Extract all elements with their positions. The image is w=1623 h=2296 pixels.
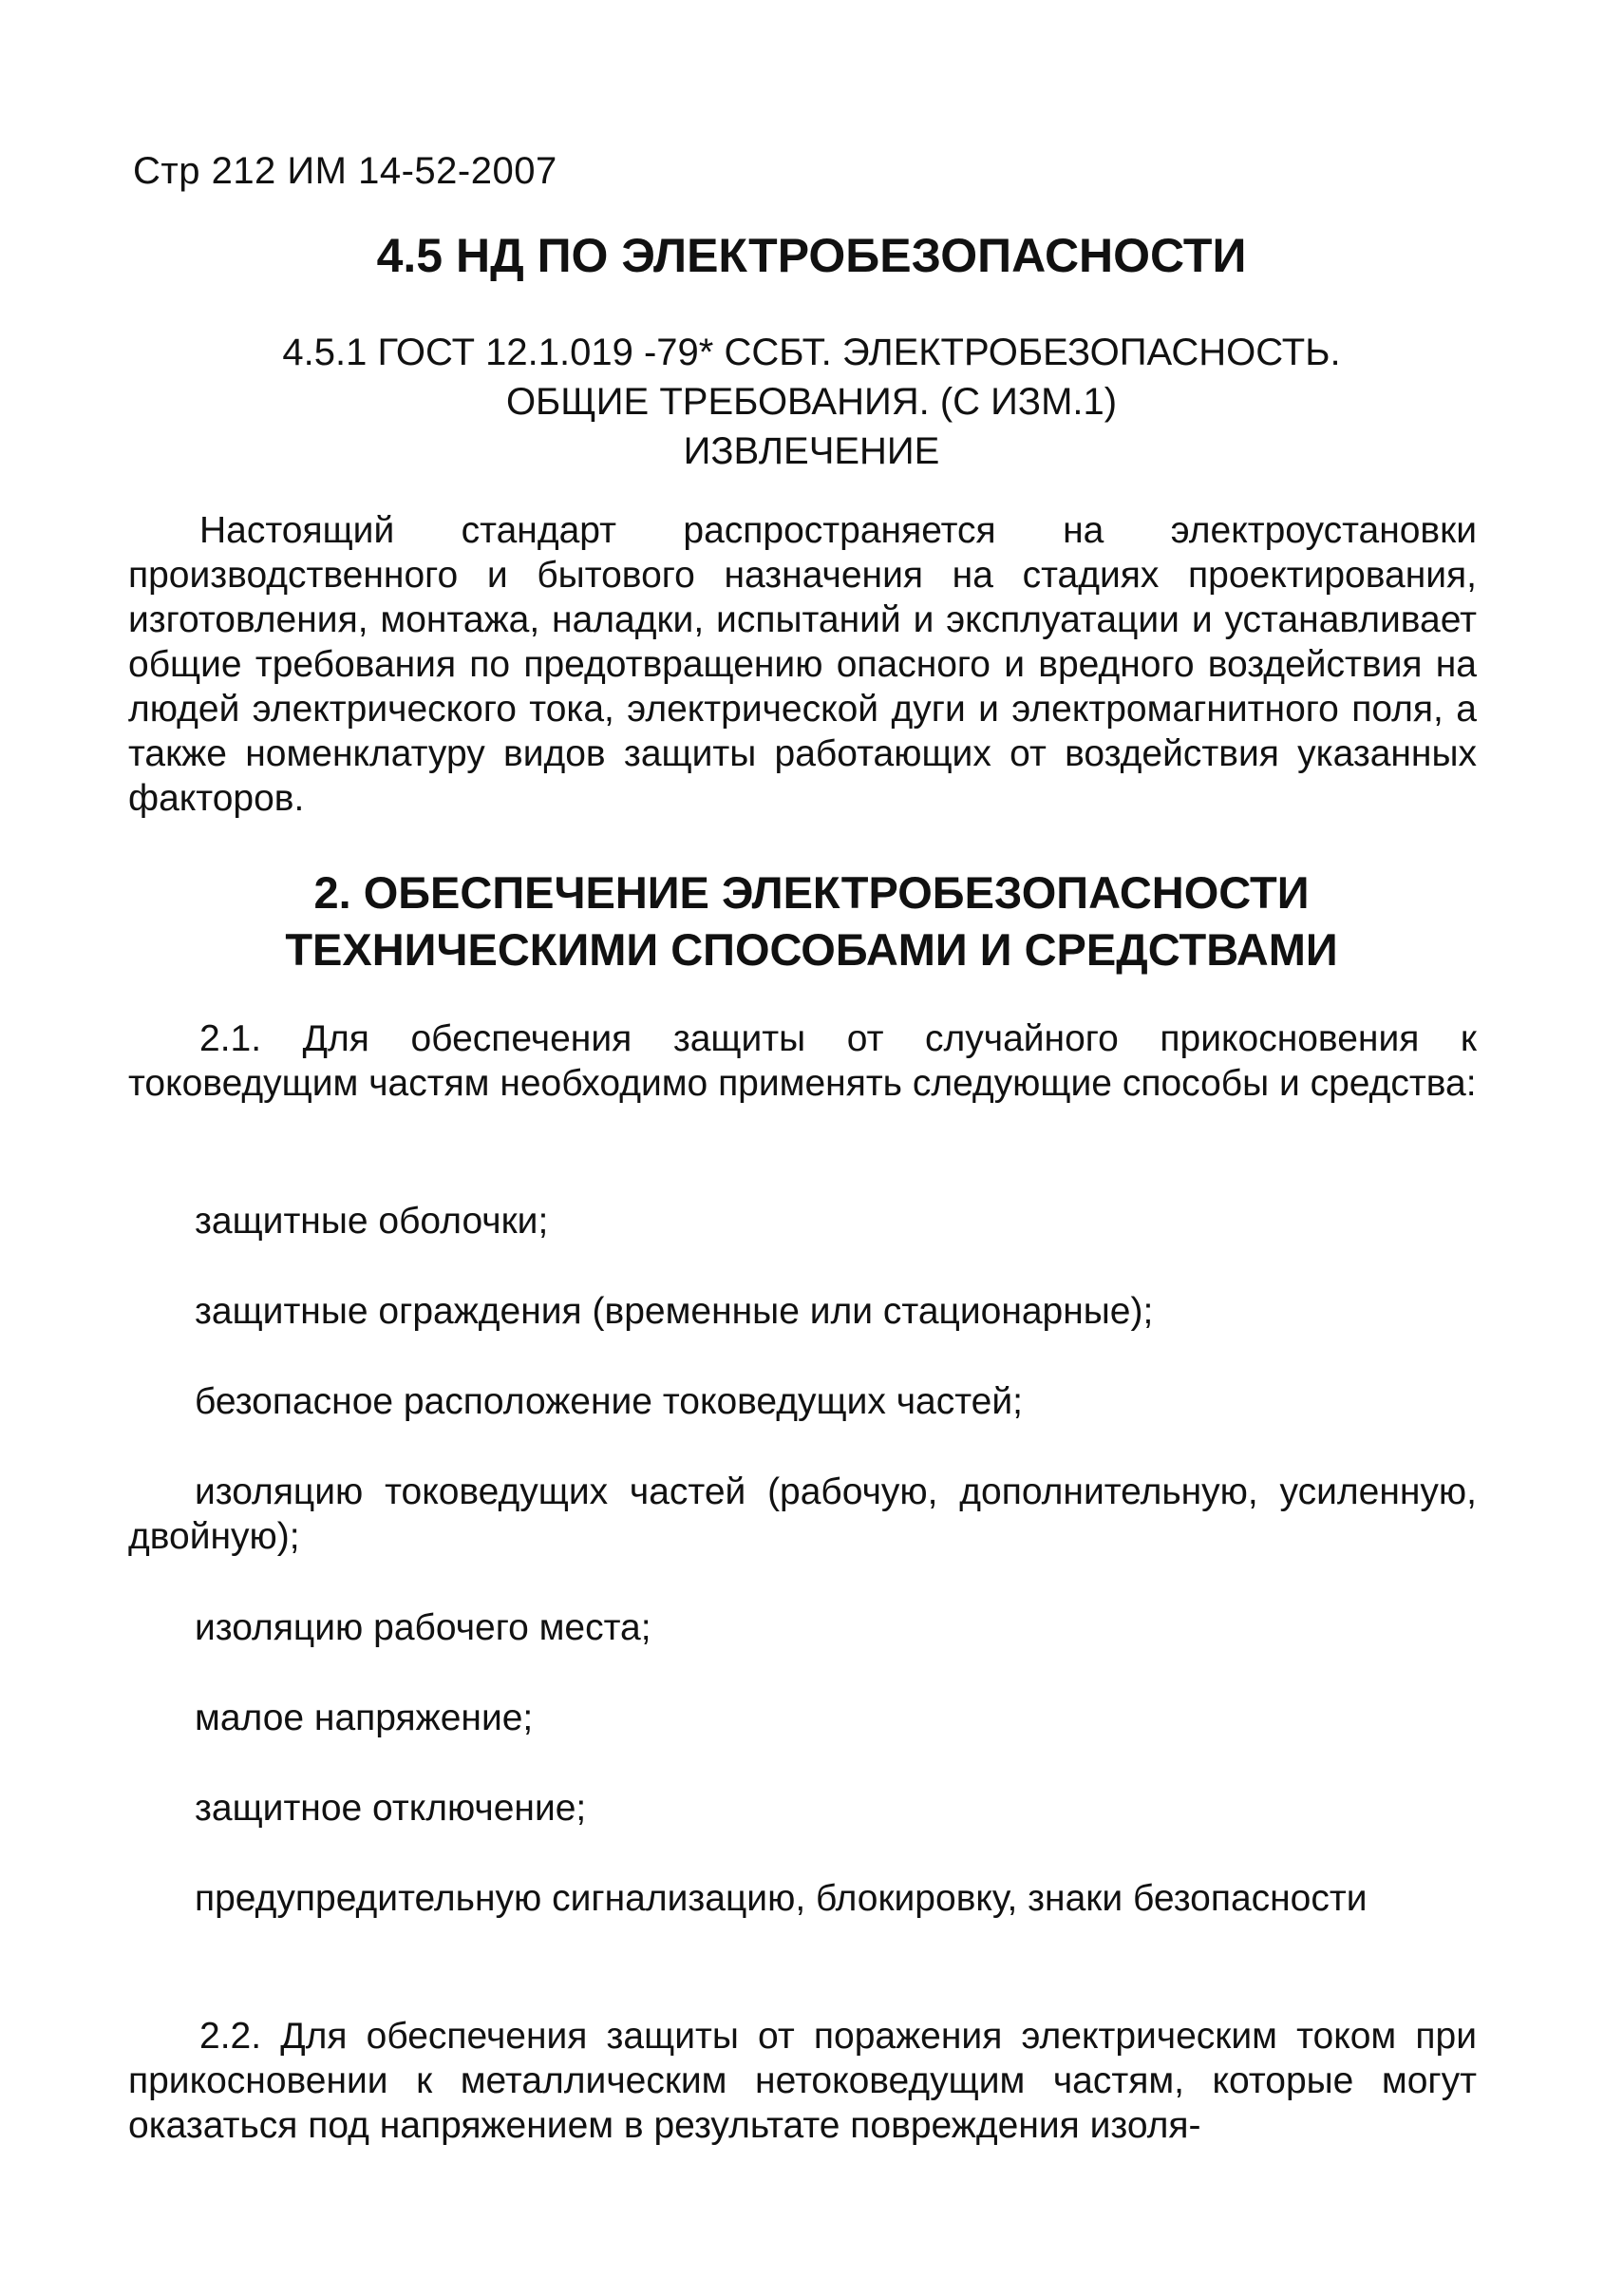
subtitle-line-1: 4.5.1 ГОСТ 12.1.019 -79* ССБТ. ЭЛЕКТРОБЕЗОПАСНОСТЬ. <box>282 332 1341 373</box>
standard-subtitle <box>0 328 1623 476</box>
clause-2-1: 2.1. Для обеспечения защиты от случайного прикосновения к токоведущим частям необходимо применять следующие способы и средства: <box>128 1018 1477 1104</box>
section-2-title-line-1: 2. ОБЕСПЕЧЕНИЕ ЭЛЕКТРОБЕЗОПАСНОСТИ <box>313 867 1310 918</box>
list-item: защитные ограждения (временные или стационарные); <box>195 1291 1154 1332</box>
clause-2-2: 2.2. Для обеспечения защиты от поражения электрическим током при прикосновении к металлическим нетоковедущим частям, которые могут оказаться под напряжением в результате повреждения изоля- <box>128 2016 1477 2146</box>
list-item: малое напряжение; <box>195 1698 534 1738</box>
section-2-title <box>0 864 1623 978</box>
list-item: изоляцию токоведущих частей (рабочую, дополнительную, усиленную, двойную); <box>128 1471 1477 1557</box>
list-item: предупредительную сигнализацию, блокировку, знаки безопасности <box>195 1878 1368 1919</box>
subtitle-line-3: ИЗВЛЕЧЕНИЕ <box>683 430 940 472</box>
intro-paragraph: Настоящий стандарт распространяется на электроустановки производственного и бытового назначения на стадиях проектирования, изготовления, монтажа, наладки, испытаний и эксплуатации и устанавливает общие требования по предотвращению опасного и вредного воздействия на людей электрического тока, электрической дуги и электромагнитного поля, а также номенклатуру видов защиты работающих от воздействия указанных факторов. <box>128 510 1477 819</box>
subtitle-line-2: ОБЩИЕ ТРЕБОВАНИЯ. (С ИЗМ.1) <box>505 381 1118 423</box>
list-item: изоляцию рабочего места; <box>195 1607 651 1648</box>
section-2-title-line-2: ТЕХНИЧЕСКИМИ СПОСОБАМИ И СРЕДСТВАМИ <box>285 924 1338 975</box>
list-item: безопасное расположение токоведущих частей; <box>195 1381 1023 1422</box>
list-item: защитные оболочки; <box>195 1201 549 1242</box>
list-item: защитное отключение; <box>195 1788 587 1829</box>
page-title: 4.5 НД ПО ЭЛЕКТРОБЕЗОПАСНОСТИ <box>376 229 1247 282</box>
page-header: Стр 212 ИМ 14-52-2007 <box>133 150 557 192</box>
